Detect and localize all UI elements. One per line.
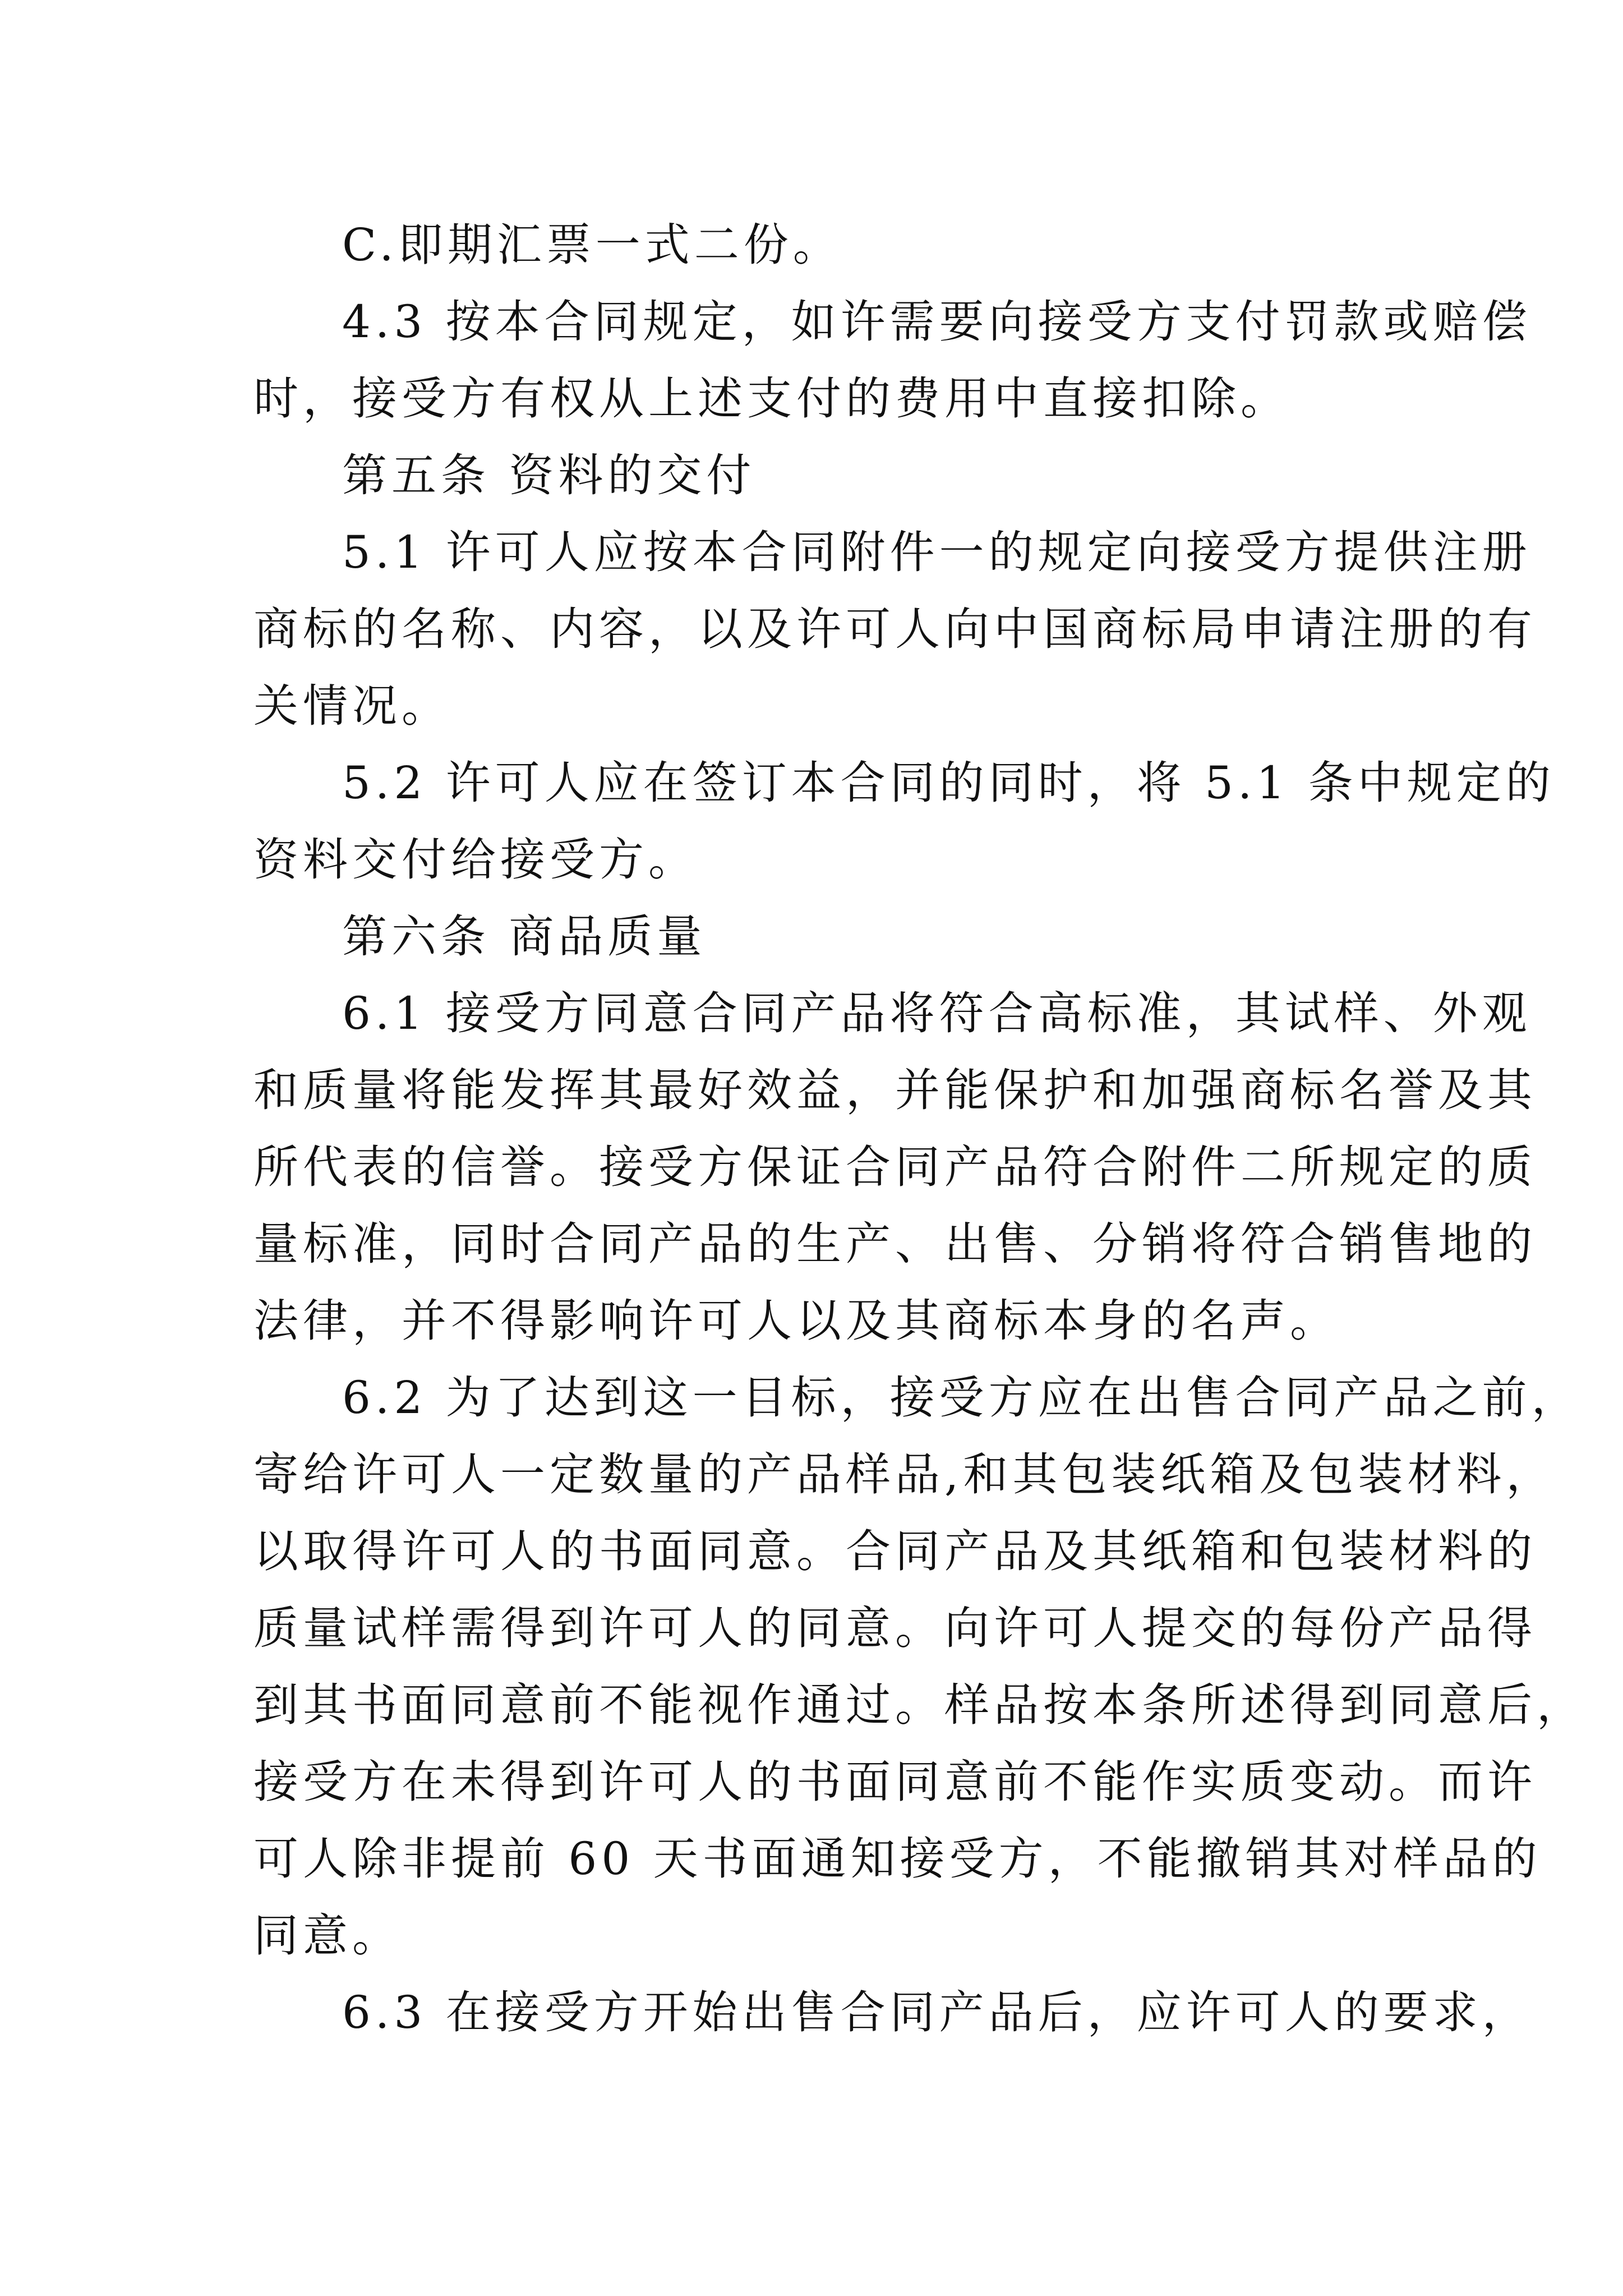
text-line: 量标准，同时合同产品的生产、出售、分销将符合销售地的	[253, 1218, 1537, 1270]
text-line: 6.2 为了达到这一目标，接受方应在出售合同产品之前，	[342, 1372, 1581, 1424]
paragraph-5-1	[253, 514, 1537, 744]
text-line: 所代表的信誉。接受方保证合同产品符合附件二所规定的质	[253, 1141, 1537, 1193]
paragraph-6-3	[253, 1974, 1532, 2051]
paragraph-4-3	[253, 283, 1532, 437]
document-page	[253, 0, 1586, 2296]
heading-article-6	[253, 898, 1386, 975]
text-line: 寄给许可人一定数量的产品样品,和其包装纸箱及包装材料，	[253, 1448, 1556, 1501]
text-line: 资料交付给接受方。	[253, 834, 698, 886]
paragraph-c	[253, 206, 1386, 283]
text-line: 关情况。	[253, 680, 451, 732]
text-line: 同意。	[253, 1910, 402, 1962]
text-line: 4.3 按本合同规定，如许需要向接受方支付罚款或赔偿	[342, 296, 1532, 348]
text-line: 质量试样需得到许可人的同意。向许可人提交的每份产品得	[253, 1602, 1537, 1654]
text-line: 5.2 许可人应在签订本合同的同时，将 5.1 条中规定的	[342, 757, 1555, 809]
text-line: 商标的名称、内容，以及许可人向中国商标局申请注册的有	[253, 603, 1537, 655]
text-line: 6.3 在接受方开始出售合同产品后，应许可人的要求，	[342, 1986, 1532, 2039]
heading-article-5	[253, 437, 1386, 514]
text-line: 接受方在未得到许可人的书面同意前不能作实质变动。而许	[253, 1756, 1537, 1808]
text-line: 和质量将能发挥其最好效益，并能保护和加强商标名誉及其	[253, 1064, 1537, 1116]
text-line: 到其书面同意前不能视作通过。样品按本条所述得到同意后，	[253, 1679, 1586, 1731]
paragraph-5-2	[253, 744, 1555, 898]
text-line: 以取得许可人的书面同意。合同产品及其纸箱和包装材料的	[253, 1525, 1537, 1577]
text-line: 6.1 接受方同意合同产品将符合高标准，其试样、外观	[342, 987, 1532, 1039]
text-line: 5.1 许可人应按本合同附件一的规定向接受方提供注册	[342, 526, 1532, 578]
text-line: 第六条 商品质量	[342, 910, 707, 963]
contract-body	[253, 206, 1586, 2051]
text-line: 第五条 资料的交付	[342, 449, 756, 501]
text-line: 可人除非提前 60 天书面通知接受方，不能撤销其对样品的	[253, 1833, 1542, 1885]
text-line: 时，接受方有权从上述支付的费用中直接扣除。	[253, 372, 1290, 425]
text-line: C.即期汇票一式二份。	[342, 219, 842, 271]
paragraph-6-2	[253, 1359, 1586, 1974]
paragraph-6-1	[253, 975, 1537, 1359]
text-line: 法律，并不得影响许可人以及其商标本身的名声。	[253, 1295, 1339, 1347]
